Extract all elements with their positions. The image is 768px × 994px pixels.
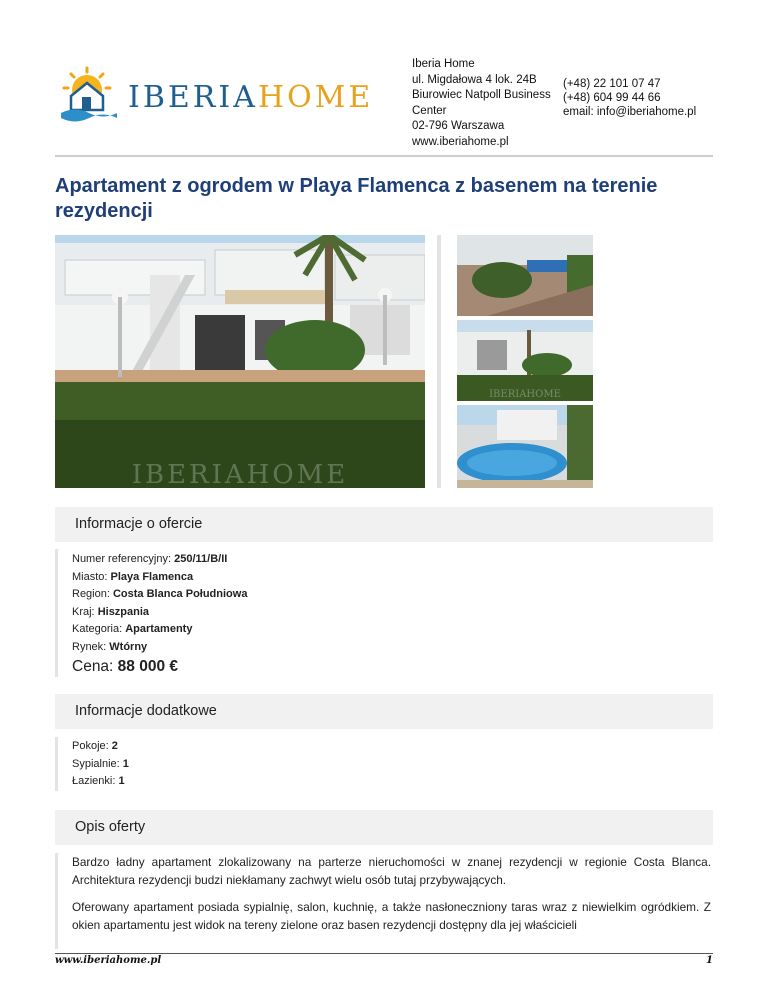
extra-row-bedrooms: Sypialnie: 1 — [72, 757, 129, 770]
description-heading: Opis oferty — [75, 819, 146, 835]
logo-wordmark — [128, 80, 373, 115]
description-paragraph: Bardzo ładny apartament zlokalizowany na parterze nieruchomości w znanej rezydencji w regionie Costa Blanca. Architektura rezydencji budzi niekłamany zachwyt wielu osób tutaj przybywających. — [72, 855, 711, 887]
email-line[interactable]: email: info@iberiahome.pl — [563, 106, 697, 118]
description-header — [55, 810, 713, 845]
extra-row-rooms: Pokoje: 2 — [72, 740, 118, 752]
footer-divider — [55, 953, 713, 954]
offer-row-city: Miasto: Playa Flamenca — [72, 570, 194, 583]
description-paragraph: Oferowany apartament posiada sypialnię, salon, kuchnię, a także nasłoneczniony taras wraz z niewielkim ogródkiem. Z okien apartamentu jest widok na tereny zielone oraz basen rezydencji dostępny dla jej właścicieli — [72, 900, 711, 932]
offer-row-country: Kraj: Hiszpania — [72, 605, 150, 618]
offer-row-market: Rynek: Wtórny — [72, 640, 148, 653]
offer-info-heading: Informacje o ofercie — [75, 516, 203, 532]
phone-line: (+48) 22 101 07 47 — [563, 78, 661, 90]
offer-row-region: Region: Costa Blanca Południowa — [72, 588, 248, 600]
thumb-watermark: IBERIAHOME — [489, 389, 561, 400]
thumbnail-photo-2[interactable] — [457, 320, 593, 401]
thumbnail-photo-1[interactable] — [457, 235, 593, 316]
offer-info-block — [55, 549, 713, 677]
phone-line: (+48) 604 99 44 66 — [563, 92, 661, 104]
main-photo[interactable] — [55, 235, 425, 488]
logo-word-home: HOME — [257, 80, 374, 115]
address-line: Biurowiec Natpoll Business — [412, 89, 551, 101]
thumbnail-photo-3[interactable] — [457, 405, 593, 488]
sun-house-icon — [61, 68, 117, 122]
offer-row-reference: Numer referencyjny: 250/11/B/II — [72, 553, 228, 565]
offer-price: Cena: 88 000 € — [72, 658, 179, 675]
page-header — [0, 0, 768, 156]
company-contact — [563, 77, 696, 119]
photo-divider — [437, 235, 441, 488]
footer-website: www.iberiahome.pl — [55, 955, 162, 966]
extra-info-heading: Informacje dodatkowe — [75, 703, 217, 719]
website-link[interactable]: www.iberiahome.pl — [412, 135, 509, 148]
extra-info-block — [55, 737, 713, 791]
address-line: Center — [412, 104, 447, 117]
listing-title: Apartament z ogrodem w Playa Flamenca z basenem na terenie rezydencji — [55, 175, 658, 222]
page-number: 1 — [706, 955, 713, 966]
address-line: Iberia Home — [412, 58, 475, 70]
address-line: 02-796 Warszawa — [412, 120, 505, 132]
extra-info-header — [55, 694, 713, 729]
extra-row-bathrooms: Łazienki: 1 — [72, 775, 125, 787]
company-address — [412, 57, 551, 150]
description-block — [55, 853, 713, 949]
logo-word-iberia: IBERIA — [128, 80, 258, 115]
header-divider — [55, 155, 713, 157]
offer-info-header — [55, 507, 713, 542]
offer-row-category: Kategoria: Apartamenty — [72, 623, 193, 635]
photo-watermark: IBERIAHOME — [131, 460, 349, 488]
address-line: ul. Migdałowa 4 lok. 24B — [412, 73, 537, 86]
